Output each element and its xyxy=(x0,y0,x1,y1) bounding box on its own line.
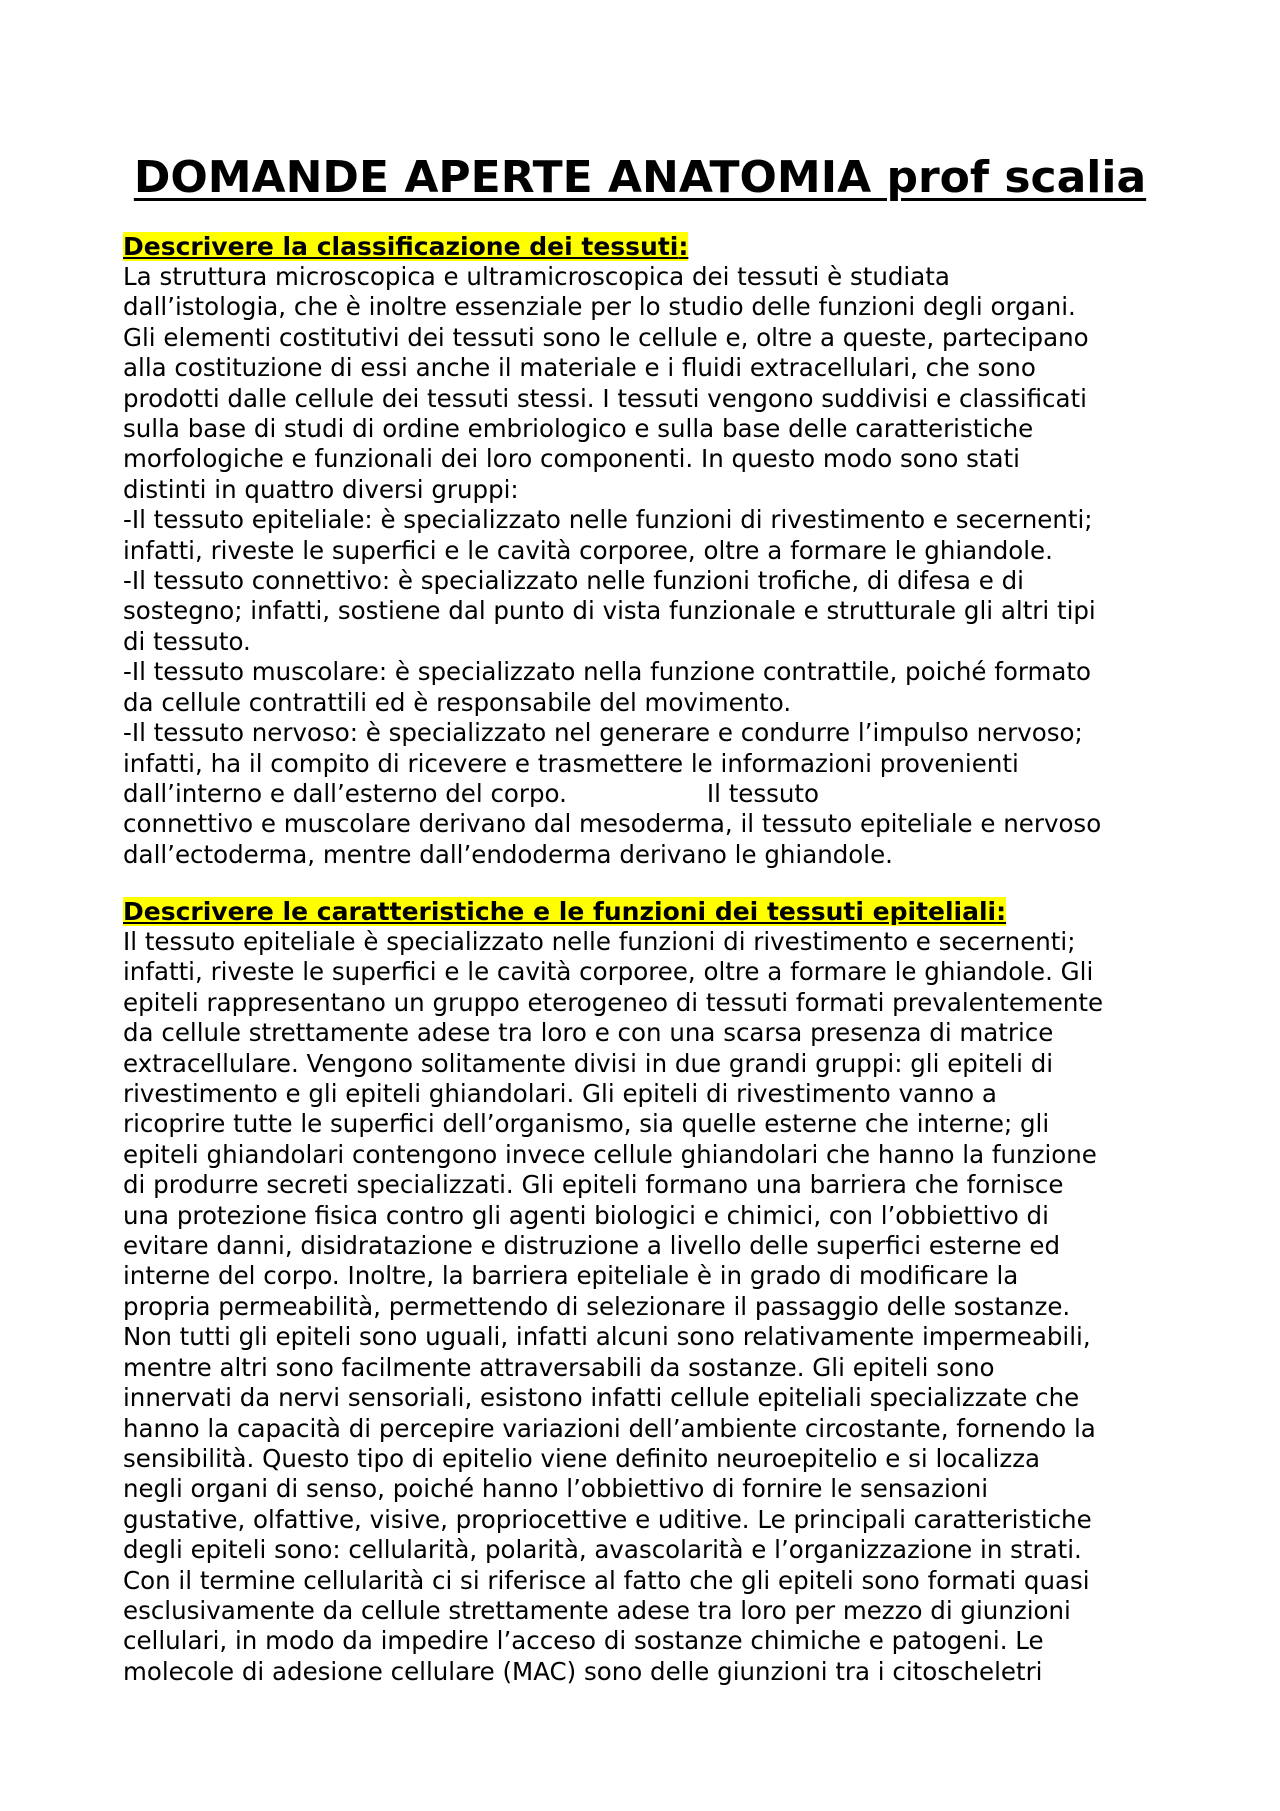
text-line: Con il termine cellularità ci si riferisce al fatto che gli epiteli sono formati quasi xyxy=(123,1565,1090,1595)
text-line: da cellule strettamente adese tra loro e con una scarsa presenza di matrice xyxy=(123,1018,1054,1048)
text-line: innervati da nervi sensoriali, esistono infatti cellule epiteliali specializzate che xyxy=(123,1383,1080,1413)
text-line: di tessuto. xyxy=(123,626,251,656)
text-line: interne del corpo. Inoltre, la barriera epiteliale è in grado di modificare la xyxy=(123,1261,1019,1291)
text-line: degli epiteli sono: cellularità, polarità, avascolarità e l’organizzazione in strati. xyxy=(123,1535,1082,1565)
text-line: alla costituzione di essi anche il materiale e i fluidi extracellulari, che sono xyxy=(123,353,1036,383)
text-line: negli organi di senso, poiché hanno l’obbiettivo di fornire le sensazioni xyxy=(123,1474,989,1504)
text-line: dall’istologia, che è inoltre essenziale per lo studio delle funzioni degli organi. xyxy=(123,292,1076,322)
text-line: extracellulare. Vengono solitamente divisi in due grandi gruppi: gli epiteli di xyxy=(123,1048,1054,1078)
text-line: sulla base di studi di ordine embriologico e sulla base delle caratteristiche xyxy=(123,414,1034,444)
text-line-split xyxy=(123,779,1173,809)
section-heading-colon: : xyxy=(996,897,1007,926)
text-line: connettivo e muscolare derivano dal mesoderma, il tessuto epiteliale e nervoso xyxy=(123,809,1102,839)
text-line: molecole di adesione cellulare (MAC) sono delle giunzioni tra i citoscheletri xyxy=(123,1656,1043,1686)
section-heading xyxy=(123,897,1173,927)
text-line: Non tutti gli epiteli sono uguali, infatti alcuni sono relativamente impermeabili, xyxy=(123,1322,1091,1352)
text-line: Gli elementi costitutivi dei tessuti sono le cellule e, oltre a queste, partecipano xyxy=(123,322,1089,352)
text-line: morfologiche e funzionali dei loro componenti. In questo modo sono stati xyxy=(123,444,1020,474)
text-line: -Il tessuto epiteliale: è specializzato nelle funzioni di rivestimento e secernenti; xyxy=(123,505,1093,535)
section-heading xyxy=(123,232,1173,262)
text-line: prodotti dalle cellule dei tessuti stessi. I tessuti vengono suddivisi e classificati xyxy=(123,383,1087,413)
section-heading-highlight: Descrivere le caratteristiche e le funzioni dei tessuti epiteliali xyxy=(123,897,997,926)
document-title: DOMANDE APERTE ANATOMIA prof scalia xyxy=(133,152,1147,203)
text-line: rivestimento e gli epiteli ghiandolari. Gli epiteli di rivestimento vanno a xyxy=(123,1079,997,1109)
text-line: evitare danni, disidratazione e distruzione a livello delle superfici esterne ed xyxy=(123,1231,1061,1261)
section-heading-highlight: Descrivere la classificazione dei tessuti xyxy=(123,232,679,261)
text-line: dall’ectoderma, mentre dall’endoderma derivano le ghiandole. xyxy=(123,839,893,869)
text-line: infatti, riveste le superfici e le cavità corporee, oltre a formare le ghiandole. Gli xyxy=(123,957,1094,987)
text-line: epiteli ghiandolari contengono invece cellule ghiandolari che hanno la funzione xyxy=(123,1139,1097,1169)
text-line: hanno la capacità di percepire variazioni dell’ambiente circostante, fornendo la xyxy=(123,1413,1096,1443)
text-line-right: Il tessuto xyxy=(706,778,820,808)
text-line: cellulari, in modo da impedire l’acceso di sostanze chimiche e patogeni. Le xyxy=(123,1626,1044,1656)
section-epithelial-tissues xyxy=(123,897,1173,1687)
text-line: sensibilità. Questo tipo di epitelio viene definito neuroepitelio e si localizza xyxy=(123,1443,1041,1473)
text-line: infatti, riveste le superfici e le cavità corporee, oltre a formare le ghiandole. xyxy=(123,535,1053,565)
text-line: una protezione fisica contro gli agenti biologici e chimici, con l’obbiettivo di xyxy=(123,1200,1049,1230)
section-tissue-classification xyxy=(123,232,1173,870)
text-line: mentre altri sono facilmente attraversabili da sostanze. Gli epiteli sono xyxy=(123,1352,995,1382)
text-line: di produrre secreti specializzati. Gli epiteli formano una barriera che fornisce xyxy=(123,1170,1064,1200)
section-heading-colon: : xyxy=(678,232,689,261)
text-line: epiteli rappresentano un gruppo eterogeneo di tessuti formati prevalentemente xyxy=(123,987,1104,1017)
text-line: gustative, olfattive, visive, propriocettive e uditive. Le principali caratteristiche xyxy=(123,1504,1092,1534)
text-line: -Il tessuto connettivo: è specializzato nelle funzioni trofiche, di difesa e di xyxy=(123,566,1024,596)
text-line: distinti in quattro diversi gruppi: xyxy=(123,474,519,504)
text-line: da cellule contrattili ed è responsabile del movimento. xyxy=(123,687,792,717)
text-line: infatti, ha il compito di ricevere e trasmettere le informazioni provenienti xyxy=(123,748,1019,778)
text-line: esclusivamente da cellule strettamente adese tra loro per mezzo di giunzioni xyxy=(123,1595,1071,1625)
text-line: Il tessuto epiteliale è specializzato nelle funzioni di rivestimento e secernenti; xyxy=(123,927,1076,956)
text-line: sostegno; infatti, sostiene dal punto di vista funzionale e strutturale gli altri tipi xyxy=(123,596,1096,626)
text-line: -Il tessuto muscolare: è specializzato nella funzione contrattile, poiché formato xyxy=(123,657,1091,687)
text-line: propria permeabilità, permettendo di selezionare il passaggio delle sostanze. xyxy=(123,1291,1071,1321)
text-line: ricoprire tutte le superfici dell’organismo, sia quelle esterne che interne; gli xyxy=(123,1109,1050,1139)
text-line: La struttura microscopica e ultramicroscopica dei tessuti è studiata xyxy=(123,262,950,291)
text-line-left: dall’interno e dall’esterno del corpo. xyxy=(123,778,567,808)
text-line: -Il tessuto nervoso: è specializzato nel generare e condurre l’impulso nervoso; xyxy=(123,718,1083,748)
